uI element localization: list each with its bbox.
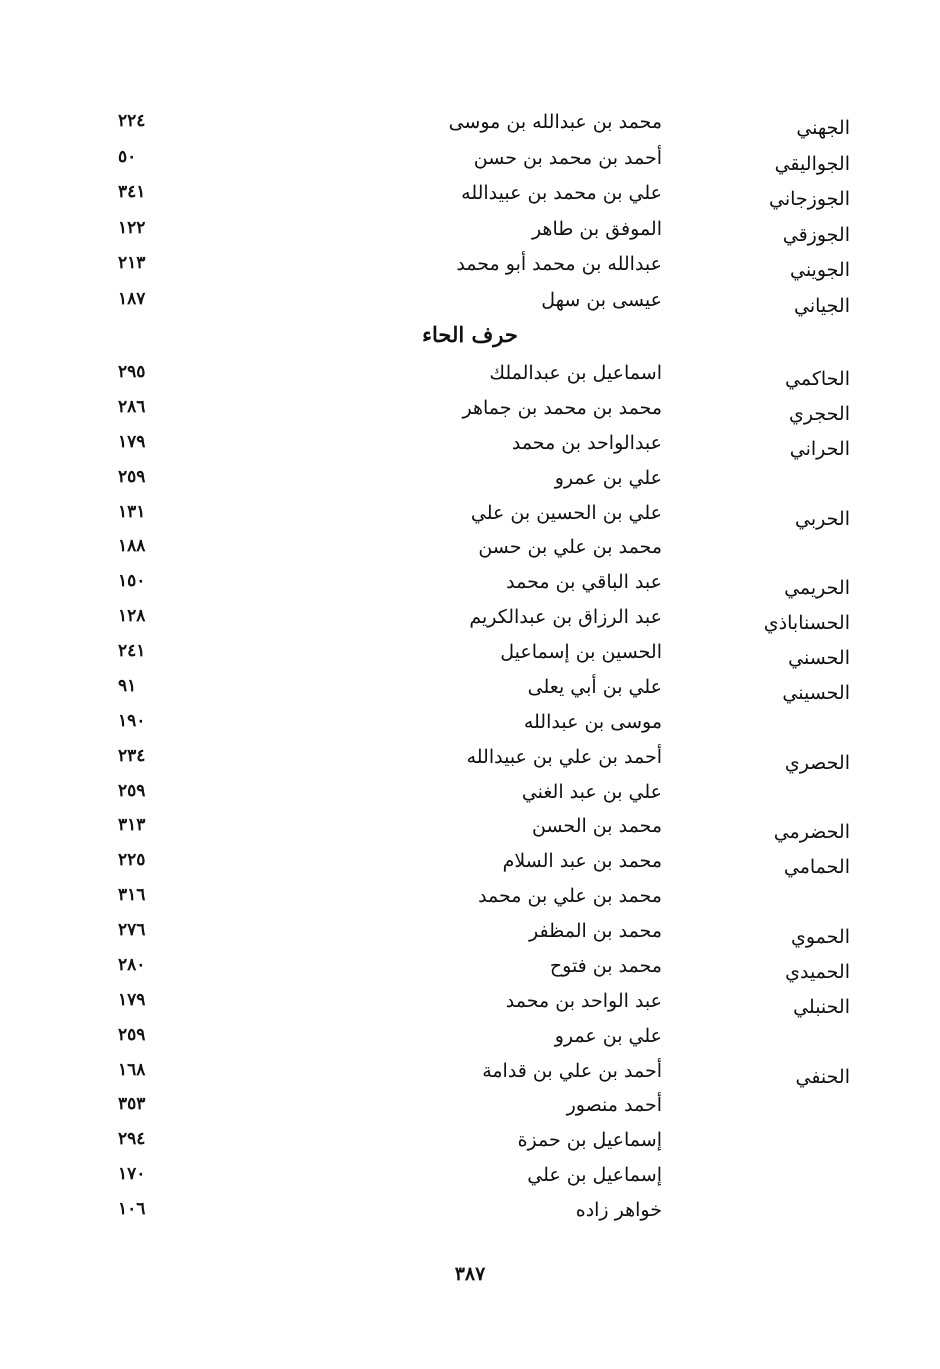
entry-nisba: الحجري	[789, 402, 850, 425]
entry-name: علي بن عمرو	[554, 1024, 662, 1047]
index-entry	[0, 850, 940, 884]
entry-page-number: ٣٤١	[118, 182, 146, 203]
entry-page-number: ٣٥٣	[118, 1094, 146, 1115]
entry-page-number: ١٩٠	[118, 710, 146, 731]
index-entry	[0, 1060, 940, 1094]
index-entry	[0, 182, 940, 216]
entry-name: محمد بن عبد السلام	[502, 850, 662, 873]
entry-name: علي بن محمد بن عبيدالله	[461, 182, 662, 205]
entry-name: محمد بن علي بن محمد	[478, 885, 662, 908]
index-entry	[0, 147, 940, 181]
index-entry	[0, 1199, 940, 1233]
entry-page-number: ٢٨٠	[118, 954, 146, 975]
entry-name: علي بن أبي يعلى	[527, 675, 662, 698]
index-entry	[0, 711, 940, 745]
index-entry	[0, 781, 940, 815]
entry-nisba: الحسناباذي	[763, 612, 850, 635]
entry-name: عبدالواحد بن محمد	[511, 431, 662, 454]
entry-nisba: الجويني	[789, 259, 850, 282]
entry-name: اسماعيل بن عبدالملك	[489, 362, 662, 384]
entry-name: عبد الواحد بن محمد	[505, 989, 662, 1012]
entry-page-number: ١٥٠	[118, 571, 146, 592]
entry-nisba: الحاكمي	[785, 368, 850, 390]
entry-name: محمد بن محمد بن جماهر	[462, 396, 662, 419]
entry-name: محمد بن عبدالله بن موسى	[448, 111, 662, 133]
section-heading: حرف الحاء	[422, 322, 518, 347]
entry-page-number: ٢٢٤	[118, 111, 146, 131]
entry-name: أحمد بن محمد بن حسن	[473, 146, 662, 169]
index-entry	[0, 571, 940, 605]
entry-name: الموفق بن طاهر	[531, 217, 662, 240]
entry-nisba: الجواليقي	[774, 152, 850, 175]
entry-name: خواهر زاده	[575, 1199, 662, 1222]
entry-page-number: ١٢٨	[118, 606, 146, 627]
index-entry	[0, 362, 940, 396]
index-entry	[0, 606, 940, 640]
entry-page-number: ٢٧٦	[118, 920, 146, 941]
entry-page-number: ٢٣٤	[118, 745, 146, 766]
entry-page-number: ٢٩٤	[118, 1129, 146, 1150]
entry-nisba: الحنبلي	[793, 995, 850, 1018]
index-entry	[0, 920, 940, 954]
index-entry	[0, 536, 940, 570]
entry-nisba: الحصري	[784, 751, 850, 774]
entry-nisba: الجوزقي	[782, 223, 850, 246]
index-entry	[0, 955, 940, 989]
index-entry	[0, 502, 940, 536]
entry-name: أحمد بن علي بن عبيدالله	[466, 745, 662, 768]
index-entry	[0, 289, 940, 323]
index-entry	[0, 815, 940, 849]
entry-nisba: الحمامي	[783, 856, 850, 879]
index-entry	[0, 1094, 940, 1128]
entry-name: أحمد منصور	[566, 1094, 662, 1117]
entry-name: محمد بن المظفر	[529, 920, 662, 943]
entry-name: أحمد بن علي بن قدامة	[482, 1059, 662, 1082]
entry-page-number: ١٦٨	[118, 1059, 146, 1080]
entry-nisba: الحسيني	[782, 681, 850, 704]
index-entry	[0, 253, 940, 287]
index-entry	[0, 1129, 940, 1163]
entry-nisba: الجياني	[794, 295, 850, 317]
index-entry	[0, 467, 940, 501]
entry-nisba: الحربي	[795, 507, 850, 530]
entry-name: محمد بن الحسن	[532, 815, 662, 838]
entry-page-number: ٣١٣	[118, 815, 146, 836]
entry-page-number: ١٧٩	[118, 989, 146, 1010]
entry-nisba: الجوزجاني	[769, 188, 850, 211]
index-entry	[0, 1025, 940, 1059]
entry-page-number: ٢٨٦	[118, 396, 146, 417]
entry-name: إسماعيل بن حمزة	[517, 1129, 662, 1152]
entry-name: الحسين بن إسماعيل	[500, 641, 662, 664]
entry-nisba: الحسني	[788, 647, 850, 670]
entry-page-number: ٢١٣	[118, 253, 146, 274]
index-entry	[0, 990, 940, 1024]
entry-page-number: ٢٥٩	[118, 1024, 146, 1045]
entry-page-number: ٢٢٥	[118, 850, 146, 871]
entry-name: محمد بن علي بن حسن	[478, 536, 662, 559]
entry-page-number: ٣١٦	[118, 885, 146, 906]
index-entry	[0, 676, 940, 710]
index-entry	[0, 397, 940, 431]
entry-name: إسماعيل بن علي	[527, 1164, 662, 1187]
index-entry	[0, 641, 940, 675]
entry-name: موسى بن عبدالله	[523, 710, 662, 733]
entry-name: عيسى بن سهل	[541, 289, 662, 311]
entry-page-number: ١٧٩	[118, 431, 146, 452]
entry-page-number: ٥٠	[118, 146, 137, 167]
entry-nisba: الحموي	[790, 926, 850, 949]
entry-name: عبدالله بن محمد أبو محمد	[456, 253, 662, 276]
entry-name: عبد الرزاق بن عبدالكريم	[469, 606, 662, 629]
entry-page-number: ١٧٠	[118, 1164, 146, 1185]
page-number: ٣٨٧	[454, 1263, 486, 1285]
index-entry	[0, 218, 940, 252]
index-entry	[0, 746, 940, 780]
entry-nisba: الحريمي	[784, 577, 850, 600]
entry-page-number: ٩١	[118, 675, 137, 696]
entry-nisba: الحضرمي	[773, 821, 850, 844]
entry-page-number: ٢٤١	[118, 641, 146, 662]
entry-nisba: الحنفي	[795, 1065, 850, 1088]
index-entry	[0, 1164, 940, 1198]
entry-nisba: الجهني	[796, 117, 850, 139]
index-entry	[0, 885, 940, 919]
entry-nisba: الحراني	[789, 437, 850, 460]
entry-name: علي بن عمرو	[554, 466, 662, 489]
entry-page-number: ١٨٨	[118, 536, 146, 557]
entry-name: محمد بن فتوح	[549, 954, 662, 977]
index-entry	[0, 111, 940, 145]
entry-name: علي بن الحسين بن علي	[470, 501, 662, 524]
entry-page-number: ١٣١	[118, 501, 146, 522]
index-entry	[0, 432, 940, 466]
entry-name: عبد الباقي بن محمد	[506, 571, 662, 594]
entry-page-number: ٢٩٥	[118, 362, 146, 382]
entry-page-number: ١٨٧	[118, 289, 146, 309]
entry-nisba: الحميدي	[785, 960, 850, 983]
entry-page-number: ٢٥٩	[118, 466, 146, 487]
entry-page-number: ٢٥٩	[118, 780, 146, 801]
entry-page-number: ١٠٦	[118, 1199, 146, 1220]
entry-name: علي بن عبد الغني	[521, 780, 662, 803]
entry-page-number: ١٢٢	[118, 217, 146, 238]
